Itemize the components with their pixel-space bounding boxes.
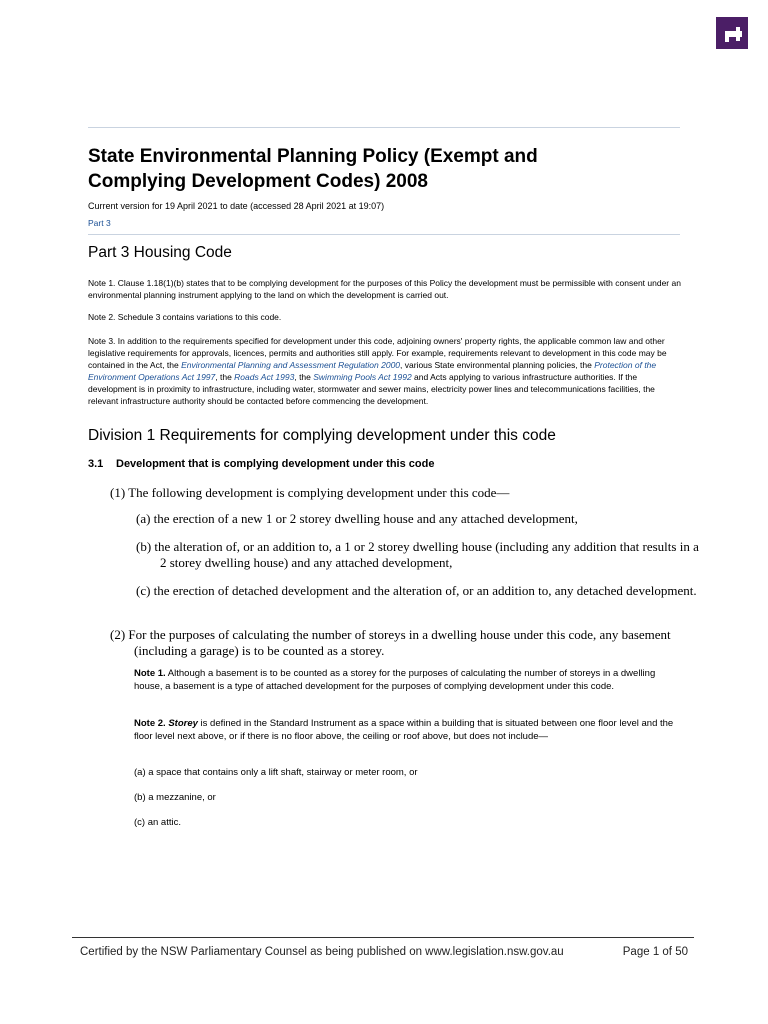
document-title: State Environmental Planning Policy (Exempt and Complying Development Codes) 2008 <box>88 146 538 192</box>
part-heading: Part 3 Housing Code <box>88 244 232 261</box>
paragraph-b: (b) the alteration of, or an addition to, a 1 or 2 storey dwelling house (including any addition that results in a 2 storey dwelling house) and any attached development, <box>136 539 699 570</box>
note-1: Note 1. Clause 1.18(1)(b) states that to be complying development for the purposes of this Policy the development must be permissible with consent under an environmental planning instrument applying to the land on which the development is carried out. <box>88 278 681 300</box>
note-2-item-c: (c) an attic. <box>134 817 181 828</box>
note-2-item-a: (a) a space that contains only a lift shaft, stairway or meter room, or <box>134 767 418 778</box>
current-version: Current version for 19 April 2021 to date (accessed 28 April 2021 at 19:07) <box>88 201 385 211</box>
division-heading: Division 1 Requirements for complying development under this code <box>88 427 556 444</box>
section-title: Development that is complying development under this code <box>116 458 435 470</box>
link-ep-a-regulation-2000[interactable]: Environmental Planning and Assessment Regulation 2000 <box>181 360 401 370</box>
breadcrumb-rule <box>88 234 680 235</box>
header-rule <box>88 127 680 128</box>
section-heading <box>88 457 434 471</box>
subsection-1: (1) The following development is complying development under this code— <box>110 485 510 500</box>
footer-certified: Certified by the NSW Parliamentary Counsel as being published on www.legislation.nsw.gov.au <box>80 946 564 958</box>
section-number: 3.1 <box>88 458 104 470</box>
link-swimming-pools-act-1992[interactable]: Swimming Pools Act 1992 <box>313 372 412 382</box>
breadcrumb-part-3[interactable]: Part 3 <box>88 218 111 228</box>
link-roads-act-1993[interactable]: Roads Act 1993 <box>234 372 295 382</box>
page-footer <box>80 945 688 959</box>
footer-rule <box>72 937 694 938</box>
note-2: Note 2. Schedule 3 contains variations to this code. <box>88 312 282 322</box>
page-number: Page 1 of 50 <box>622 946 688 958</box>
subsection-2: (2) For the purposes of calculating the number of storeys in a dwelling house under this code, any basement (including a garage) is to be counted as a storey. <box>110 627 671 658</box>
note-3: Note 3. In addition to the requirements specified for development under this code, adjoining owners' property rights, the applicable common law and other legislative requirements for approvals, licences, permits and authorities still apply. For example, requirements relevant to development in this code may be contained in the Act, the Environmental Planning and Assessment Regulation 2000, various State environmental planning policies, the Protection of the Environment Operations Act 1997, the Roads Act 1993, the Swimming Pools Act 1992 and Acts applying to various infrastructure authorities. If the development is in proximity to infrastructure, including water, stormwater and sewer mains, electricity power lines and telecommunications facilities, the relevant infrastructure authority should be contacted before commencing the development. <box>88 336 667 406</box>
paragraph-c: (c) the erection of detached development and the alteration of, or an addition to, any detached development. <box>136 583 697 598</box>
paragraph-a: (a) the erection of a new 1 or 2 storey dwelling house and any attached development, <box>136 511 578 526</box>
nsw-legislation-logo-icon <box>716 17 748 49</box>
subsection-note-2: Note 2. Storey is defined in the Standard Instrument as a space within a building that is situated between one floor level and the floor level next above, or if there is no floor above, the ceiling or roof above, but does not include— <box>134 718 674 742</box>
link-poeo-act-1997[interactable]: Protection of the Environment Operations Act 1997 <box>88 360 657 382</box>
note-2-item-b: (b) a mezzanine, or <box>134 792 216 803</box>
subsection-note-1: Note 1. Although a basement is to be counted as a storey for the purposes of calculating the number of storeys in a dwelling house, a basement is a type of attached development for the purposes of complying development under this code. <box>134 668 656 692</box>
